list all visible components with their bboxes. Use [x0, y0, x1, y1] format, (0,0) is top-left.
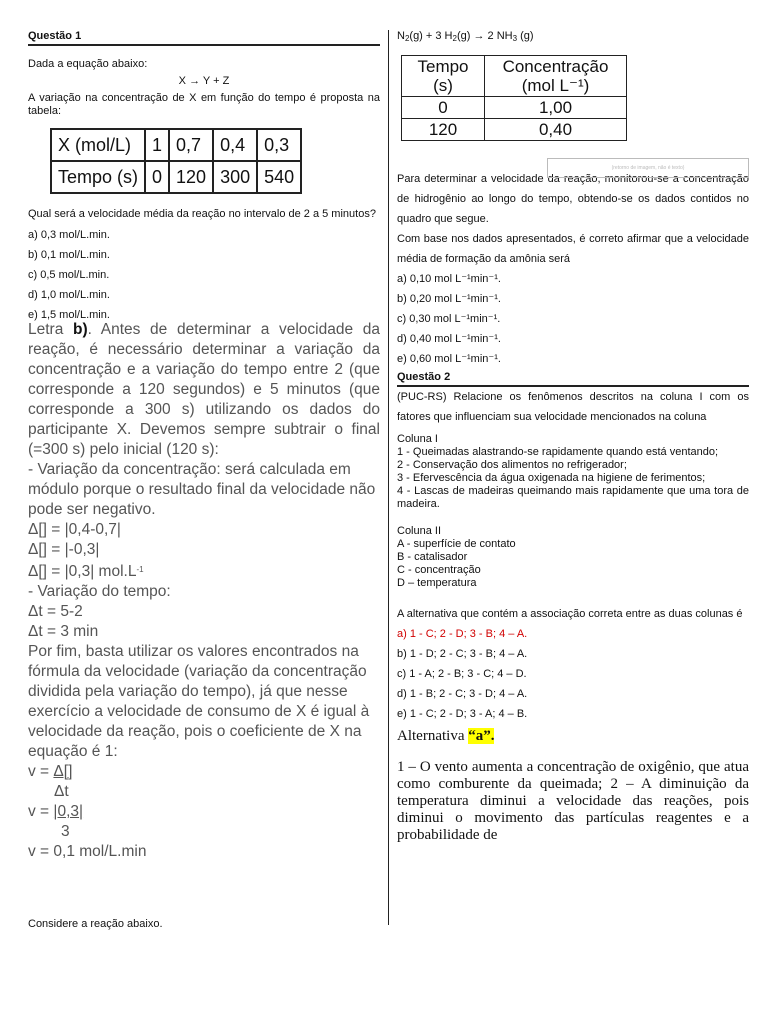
v2-denominator: 3 — [61, 823, 70, 840]
column-2-item: D – temperatura — [397, 577, 477, 589]
options-list — [28, 229, 380, 321]
header-conc-unit: (mol L⁻¹) — [521, 76, 590, 95]
table-row — [402, 119, 627, 141]
answer-rest: . Antes de determinar a velocidade da reação, é necessário determinar a variação da concentração e a variação do tempo entre 2 (que corresponde a 120 segundos) e 5 minutos (que corresponde a 300 s) utilizando os dados do participante X. Devemos sempre subtrair o final (=300 s) pelo inicial (120 s): — [28, 321, 380, 458]
reaction-n: N — [397, 30, 405, 42]
final-text: Por fim, basta utilizar os valores encontrados na fórmula da velocidade (variação da concentração dividida pela variação do tempo), já que nesse exercício a velocidade de consumo de X é igual à velocidade da reação, pois o coeficiente de X na equação é 1: — [28, 643, 370, 760]
v1-lhs: v = — [28, 763, 54, 780]
delta-line-2: Δ[] = |-0,3| — [28, 541, 100, 558]
v2-lhs: v = — [28, 803, 54, 820]
question-text: Qual será a velocidade média da reação no intervalo de 2 a 5 minutos? — [28, 208, 376, 220]
option-a: a) 0,3 mol/L.min. — [28, 229, 110, 241]
table-cell: 0,4 — [213, 129, 257, 161]
ammonia-table — [401, 55, 627, 141]
question-2-title: Questão 2 — [397, 371, 749, 387]
table-cell: X (mol/L) — [51, 129, 145, 161]
table-cell: 0 — [402, 97, 485, 119]
delta-line-1: Δ[] = |0,4-0,7| — [28, 521, 121, 538]
header-conc-label: Concentração — [502, 57, 609, 76]
base-text: Com base nos dados apresentados, é correto afirmar que a velocidade média de formação da amônia será — [397, 233, 749, 265]
answer-letter: b) — [73, 321, 88, 338]
option-b: b) 0,1 mol/L.min. — [28, 249, 110, 261]
column-divider — [388, 30, 389, 925]
answer-label: Alternativa — [397, 728, 469, 744]
table-header-row — [402, 56, 627, 97]
variation-text: A variação na concentração de X em função do tempo é proposta na tabela: — [28, 92, 380, 117]
equation: X → Y + Z — [178, 75, 230, 87]
table-cell: 0,7 — [169, 129, 213, 161]
reaction-part-3: (g) → 2 NH — [456, 30, 513, 42]
option-e: e) 1,5 mol/L.min. — [28, 309, 110, 321]
answer-explanation-right: 1 – O vento aumenta a concentração de oxigênio, que atua como comburente da queimada; 2 – A diminuição da temperatura diminui a velocidade das reações, pois diminui o movimento das partículas reagentes e a probabilidade de — [397, 759, 749, 843]
concentration-table — [50, 128, 302, 194]
reaction-equation — [397, 30, 749, 45]
options-list-right — [397, 269, 749, 369]
table-cell: 540 — [257, 161, 301, 193]
question-2-text: (PUC-RS) Relacione os fenômenos descritos na coluna I com os fatores que influenciam sua velocidade mencionados na coluna — [397, 391, 749, 423]
table-cell: 120 — [169, 161, 213, 193]
velocity-formula-1 — [28, 762, 380, 782]
table-row — [51, 161, 301, 193]
table-cell: 1 — [145, 129, 169, 161]
consider-text: Considere a reação abaixo. — [28, 918, 163, 930]
option-c: c) 0,5 mol/L.min. — [28, 269, 110, 281]
column-2-title: Coluna II — [397, 525, 442, 537]
image-placeholder: (retorno de imagem, não é texto) — [547, 158, 749, 178]
alternative-d: d) 1 - B; 2 - C; 3 - D; 4 – A. — [397, 688, 528, 700]
delta-line-3-text: Δ[] = |0,3| mol.L — [28, 563, 137, 580]
alternative-e: e) 1 - C; 2 - D; 3 - A; 4 – B. — [397, 708, 528, 720]
alternatives-list — [397, 624, 749, 724]
table-cell: 120 — [402, 119, 485, 141]
alternative-text: A alternativa que contém a associação correta entre as duas colunas é — [397, 608, 743, 620]
answer-line — [397, 728, 749, 745]
table-header-concentration — [485, 56, 627, 97]
concentration-variation-text: - Variação da concentração: será calculada em módulo porque o resultado final da velocidade não pode ser negativo. — [28, 461, 376, 518]
reaction-part-2: (g) + 3 H — [409, 30, 453, 42]
question-1-title: Questão 1 — [28, 30, 380, 46]
monitoring-text: Para determinar a velocidade da reação, monitorou-se a concentração de hidrogênio ao longo do tempo, obtendo-se os dados contidos no quadro que segue. — [397, 173, 749, 225]
dt-line-2: Δt = 3 min — [28, 623, 99, 640]
option-e: e) 0,60 mol L⁻¹min⁻¹. — [397, 353, 501, 365]
column-1-item: 3 - Efervescência da água oxigenada na higiene de ferimentos; — [397, 472, 706, 484]
v1-denominator: Δt — [54, 783, 69, 800]
reaction-h-sub: 2 — [452, 34, 457, 43]
column-1-item: 1 - Queimadas alastrando-se rapidamente quando está ventando; — [397, 446, 719, 458]
header-time-unit: (s) — [433, 76, 453, 95]
column-1-item: 2 - Conservação dos alimentos no refrigerador; — [397, 459, 627, 471]
right-column — [397, 30, 749, 844]
reaction-nh-sub: 3 — [512, 34, 518, 43]
table-row — [402, 97, 627, 119]
velocity-formula-2 — [28, 802, 380, 822]
table-header-time — [402, 56, 485, 97]
v2-numerator: |0,3| — [53, 803, 84, 820]
table-row — [51, 129, 301, 161]
reaction-part-4: (g) — [517, 30, 534, 42]
alternative-b: b) 1 - D; 2 - C; 3 - B; 4 – A. — [397, 648, 528, 660]
table-cell: 0,40 — [485, 119, 627, 141]
table-cell: Tempo (s) — [51, 161, 145, 193]
header-time-label: Tempo — [417, 57, 469, 76]
alternative-a: a) 1 - C; 2 - D; 3 - B; 4 – A. — [397, 628, 528, 640]
table-cell: 300 — [213, 161, 257, 193]
left-column — [28, 30, 380, 931]
table-cell: 1,00 — [485, 97, 627, 119]
answer-explanation — [28, 320, 380, 460]
alternative-c: c) 1 - A; 2 - B; 3 - C; 4 – D. — [397, 668, 527, 680]
column-1-item: 4 - Lascas de madeiras queimando mais rapidamente que uma tora de madeira. — [397, 485, 749, 510]
option-b: b) 0,20 mol L⁻¹min⁻¹. — [397, 293, 501, 305]
dt-line-1: Δt = 5-2 — [28, 603, 83, 620]
time-variation-text: - Variação do tempo: — [28, 583, 171, 600]
velocity-result: v = 0,1 mol/L.min — [28, 843, 147, 860]
option-d: d) 1,0 mol/L.min. — [28, 289, 110, 301]
answer-prefix: Letra — [28, 321, 73, 338]
option-c: c) 0,30 mol L⁻¹min⁻¹. — [397, 313, 501, 325]
column-2-item: C - concentração — [397, 564, 481, 576]
column-1-title: Coluna I — [397, 433, 438, 445]
option-a: a) 0,10 mol L⁻¹min⁻¹. — [397, 273, 501, 285]
table-cell: 0,3 — [257, 129, 301, 161]
column-2-item: B - catalisador — [397, 551, 468, 563]
v1-numerator: Δ[] — [53, 763, 73, 780]
option-d: d) 0,40 mol L⁻¹min⁻¹. — [397, 333, 501, 345]
delta-line-3-exp: -1 — [136, 565, 144, 574]
table-cell: 0 — [145, 161, 169, 193]
intro-text: Dada a equação abaixo: — [28, 58, 148, 70]
reaction-n-sub: 2 — [404, 34, 410, 43]
delta-line-3 — [28, 560, 380, 582]
column-2-item: A - superfície de contato — [397, 538, 516, 550]
answer-value: “a”. — [468, 728, 495, 744]
